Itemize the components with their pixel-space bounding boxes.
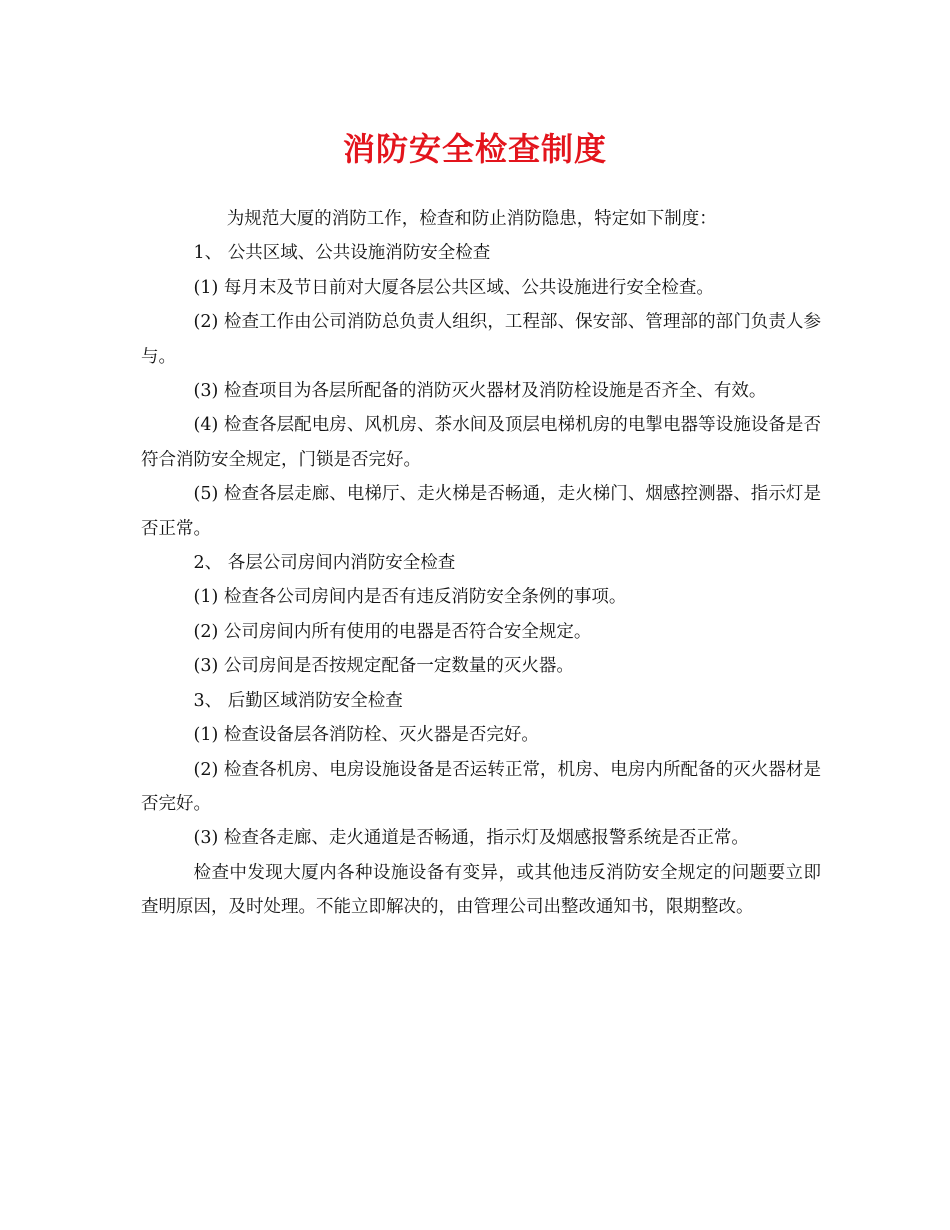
section-1-item-3: (3) 检查项目为各层所配备的消防灭火器材及消防栓设施是否齐全、有效。 [193,381,767,402]
section-1-item-2: (2) 检查工作由公司消防总负责人组织，工程部、保安部、管理部的部门负责人参与。 [141,312,821,367]
intro-paragraph: 为规范大厦的消防工作，检查和防止消防隐患，特定如下制度： [226,209,717,229]
section-heading-2: 2、 各层公司房间内消防安全检查 [193,553,456,574]
section-2-item-3: (3) 公司房间是否按规定配备一定数量的灭火器。 [193,656,574,677]
section-heading-3: 3、 后勤区域消防安全检查 [193,690,403,711]
section-2-item-2: (2) 公司房间内所有使用的电器是否符合安全规定。 [193,621,592,642]
section-3-item-3: (3) 检查各走廊、走火通道是否畅通，指示灯及烟感报警系统是否正常。 [193,828,749,849]
document-title: 消防安全检查制度 [342,130,607,168]
section-3-item-1: (1) 检查设备层各消防栓、灭火器是否完好。 [193,725,539,746]
closing-paragraph: 检查中发现大厦内各种设施设备有变异，或其他违反消防安全规定的问题要立即查明原因，及时处理。不能立即解决的，由管理公司出整改通知书，限期整改。 [141,862,821,918]
section-1-item-4: (4) 检查各层配电房、风机房、茶水间及顶层电梯机房的电掣电器等设施设备是否符合消防安全规定，门锁是否完好。 [141,415,821,470]
section-1-item-5: (5) 检查各层走廊、电梯厅、走火梯是否畅通，走火梯门、烟感控测器、指示灯是否正常。 [141,484,821,539]
section-1-item-1: (1) 每月末及节日前对大厦各层公共区域、公共设施进行安全检查。 [193,277,714,298]
document-body [141,202,821,925]
section-3-item-2: (2) 检查各机房、电房设施设备是否运转正常，机房、电房内所配备的灭火器材是否完好。 [141,759,821,814]
section-2-item-1: (1) 检查各公司房间内是否有违反消防安全条例的事项。 [193,587,627,608]
section-heading-1: 1、 公共区域、公共设施消防安全检查 [193,243,491,264]
